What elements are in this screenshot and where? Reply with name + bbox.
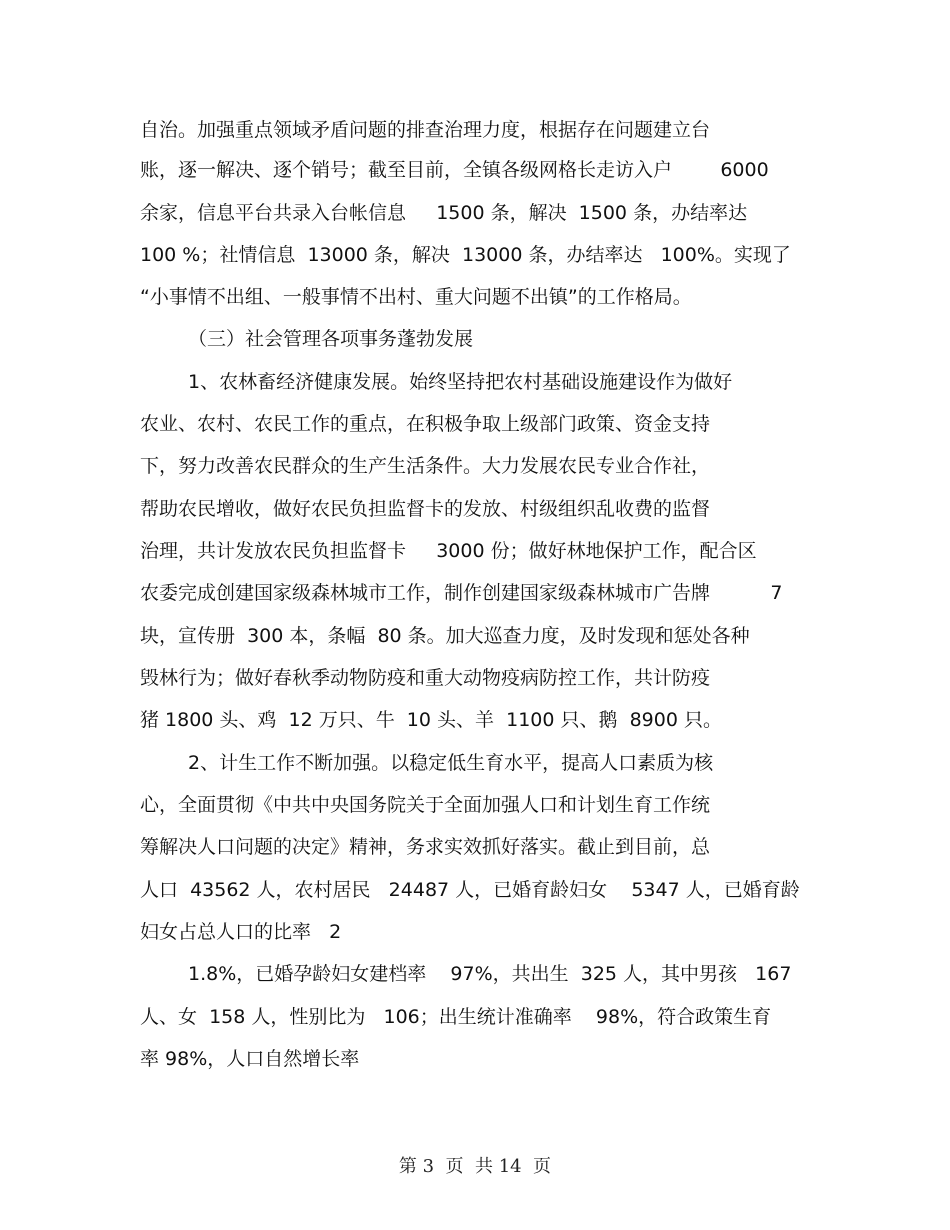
text-line: 1、农林畜经济健康发展。始终坚持把农村基础设施建设作为做好 (188, 371, 733, 393)
text-line: 猪 1800 头、鸡 12 万只、牛 10 头、羊 1100 只、鹅 8900 只。 (140, 709, 722, 731)
page-footer: 第 3 页 共 14 页 (398, 1156, 552, 1177)
text-line: 筹解决人口问题的决定》精神，务求实效抓好落实。截止到目前，总 (140, 836, 711, 858)
text-line: 妇女占总人口的比率 2 (140, 921, 342, 943)
text-line: 下，努力改善农民群众的生产生活条件。大力发展农民专业合作社， (140, 455, 711, 477)
text-line: 自治。加强重点领域矛盾问题的排查治理力度，根据存在问题建立台 (140, 119, 711, 141)
text-line: 账，逐一解决、逐个销号；截至目前，全镇各级网格长走访入户 6000 (140, 159, 769, 181)
section-heading: （三）社会管理各项事务蓬勃发展 (188, 328, 474, 350)
text-line: 1.8%，已婚孕龄妇女建档率 97%，共出生 325 人，其中男孩 167 (188, 963, 792, 985)
text-line: 帮助农民增收，做好农民负担监督卡的发放、村级组织乱收费的监督 (140, 498, 711, 520)
text-line: 块，宣传册 300 本，条幅 80 条。加大巡查力度，及时发现和惩处各种 (140, 625, 750, 647)
text-line: 100 %；社情信息 13000 条，解决 13000 条，办结率达 100%。实现了 (140, 244, 791, 266)
text-line: 人、女 158 人，性别比为 106；出生统计准确率 98%，符合政策生育 (140, 1006, 772, 1028)
text-line: 治理，共计发放农民负担监督卡 3000 份；做好林地保护工作，配合区 (140, 540, 757, 562)
text-line: 心，全面贯彻《中共中央国务院关于全面加强人口和计划生育工作统 (140, 794, 711, 816)
text-line: 余家，信息平台共录入台帐信息 1500 条，解决 1500 条，办结率达 (140, 202, 748, 224)
text-line: “小事情不出组、一般事情不出村、重大问题不出镇”的工作格局。 (140, 286, 692, 308)
text-line: 2、计生工作不断加强。以稳定低生育水平，提高人口素质为核 (188, 752, 714, 774)
text-line: 人口 43562 人，农村居民 24487 人，已婚育龄妇女 5347 人，已婚育龄 (140, 879, 800, 901)
text-line: 毁林行为；做好春秋季动物防疫和重大动物疫病防控工作，共计防疫 (140, 667, 711, 689)
text-line: 农委完成创建国家级森林城市工作，制作创建国家级森林城市广告牌 7 (140, 582, 783, 604)
text-line: 率 98%，人口自然增长率 (140, 1048, 360, 1070)
text-line: 农业、农村、农民工作的重点，在积极争取上级部门政策、资金支持 (140, 413, 711, 435)
